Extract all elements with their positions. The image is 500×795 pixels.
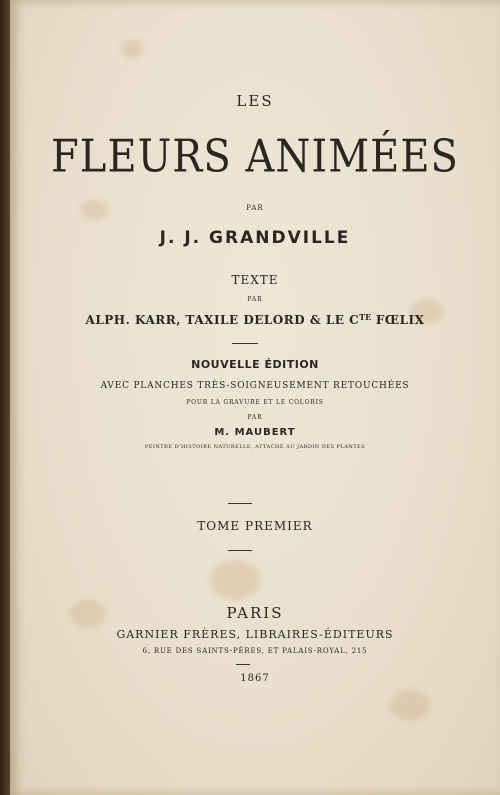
retoucher-role: PEINTRE D'HISTOIRE NATURELLE, ATTACHÉ AU JARDIN DES PLANTES <box>144 444 366 450</box>
author-name: J. J. GRANDVILLE <box>159 228 351 248</box>
plates-subline: POUR LA GRAVURE ET LE COLORIS <box>186 399 324 406</box>
edition-label: NOUVELLE ÉDITION <box>191 358 319 371</box>
plates-line: AVEC PLANCHES TRÈS-SOIGNEUSEMENT RETOUCHÉES <box>100 381 410 391</box>
retoucher-name: M. MAUBERT <box>214 427 296 438</box>
by-label-2: PAR <box>247 296 263 303</box>
divider-rule-4 <box>236 664 250 665</box>
co-authors: ALPH. KARR, TAXILE DELORD & LE $C^{TE}$ FŒLIX <box>85 312 425 327</box>
text-label: TEXTE <box>231 273 279 287</box>
divider-rule-3 <box>228 550 252 551</box>
book-title: FLEURS ANIMÉES <box>51 131 459 183</box>
publication-year: 1867 <box>240 673 270 684</box>
volume-label: TOME PREMIER <box>197 519 313 533</box>
divider-rule-2 <box>228 503 252 504</box>
by-label-1: PAR <box>246 204 264 212</box>
city: PARIS <box>226 604 284 622</box>
divider-rule-1 <box>232 343 258 344</box>
publisher: GARNIER FRÈRES, LIBRAIRES-ÉDITEURS <box>116 628 394 641</box>
title-article: LES <box>236 92 274 110</box>
publisher-address: 6, RUE DES SAINTS-PÈRES, ET PALAIS-ROYAL, 215 <box>142 647 368 655</box>
book-spine-edge <box>0 0 10 795</box>
by-label-3: PAR <box>247 414 263 421</box>
